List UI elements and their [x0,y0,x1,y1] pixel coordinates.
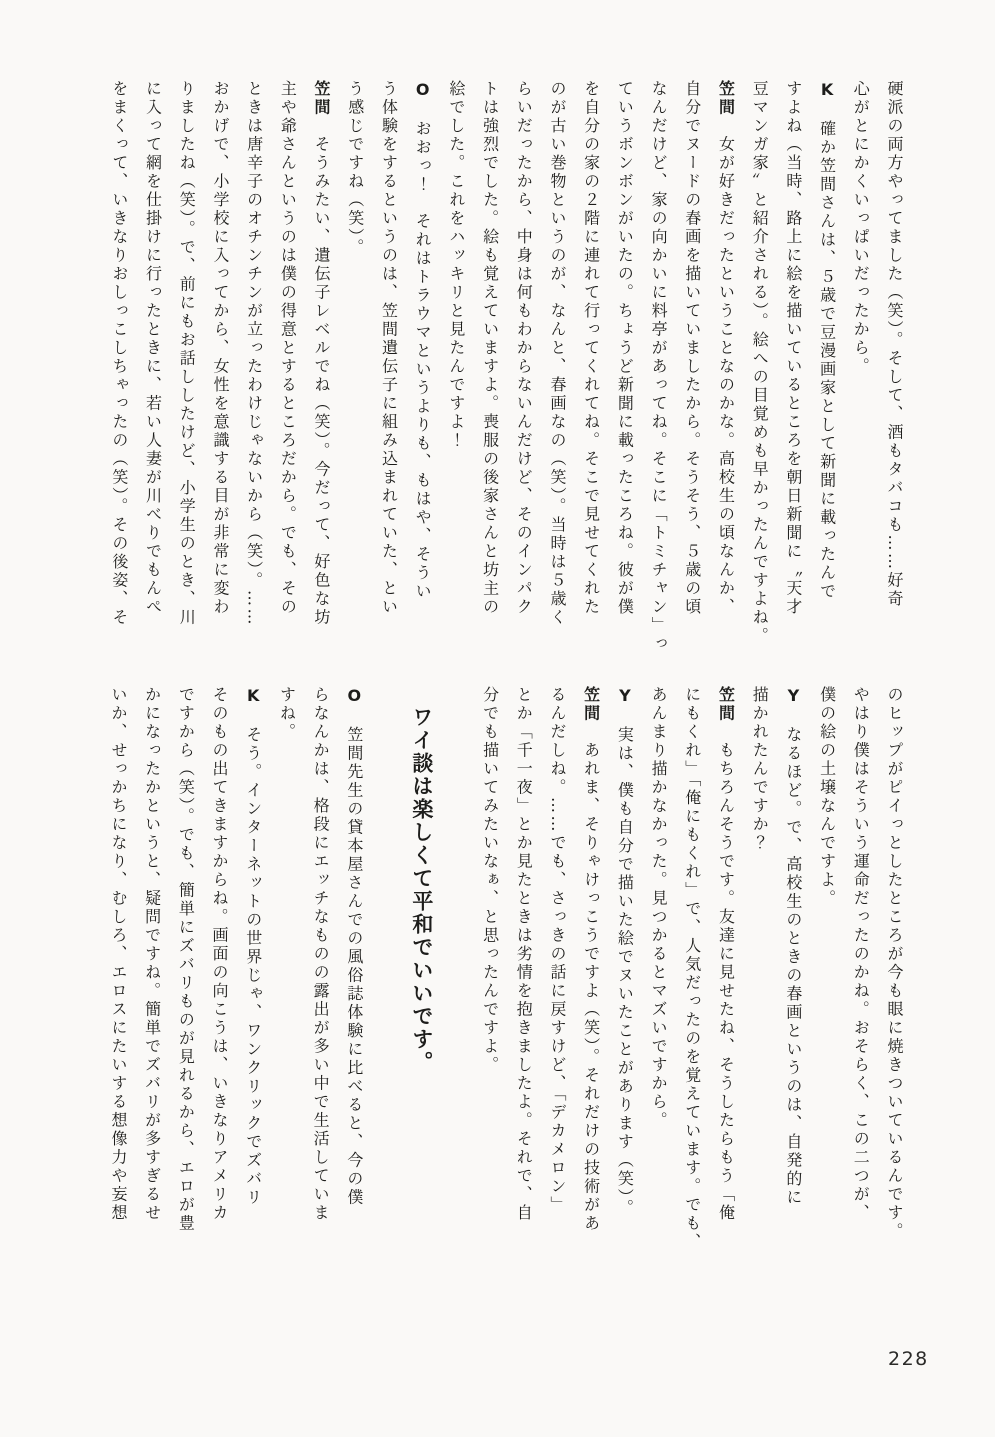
text-column: りましたね（笑）。で、前にもお話ししたけど、小学生のとき、川 [177,80,197,627]
text-column: あんまり描かなかった。見つかるとマズいですから。 [649,686,669,1130]
text-column: るんだしね。……でも、さっきの話に戻すけど、「デカメロン」 [547,686,567,1215]
speaker-label: K [243,686,263,708]
text-column: う体験をするというのは、笠間遺伝子に組み込まれていた、とい [379,80,399,617]
text-column: らなんかは、格段にエッチなものの露出が多い中で生活していま [311,686,331,1223]
text-column: う感じですね（笑）。 [345,80,365,257]
page-number: 228 [888,1348,929,1370]
text-column: おかげで、小学校に入ってから、女性を意識する目が非常に変わ [210,80,230,617]
text-column: やはり僕はそういう運命だったのかね。おそらく、この二つが、 [851,686,871,1223]
speaker-label: 笠間 [312,80,332,117]
text-column: すね。 [277,686,297,742]
text-column: O おおっ！ それはトラウマというよりも、もはや、そうい [413,80,433,601]
text-column: 笠間 あれま、そりゃけっこうですよ（笑）。それだけの技術があ [581,686,601,1233]
text-column: 豆マンガ家〟と紹介される）。絵への目覚めも早かったんですよね。 [750,80,770,646]
text-column: 絵でした。これをハッキリと見たんですよ！ [446,80,466,450]
speaker-label: 笠間 [716,80,736,117]
text-column: O 笠間先生の貸本屋さんでの風俗誌体験に比べると、今の僕 [344,686,364,1207]
speaker-label: 笠間 [716,686,736,723]
text-column: いか、せっかちになり、むしろ、エロスにたいする想像力や妄想 [108,686,128,1223]
text-column: 硬派の両方やってました（笑）。そして、酒もタバコも……好奇 [885,80,904,609]
text-column: をまくって、いきなりおしっこしちゃったの（笑）。その後姿、そ [109,80,129,627]
text-column: ですから（笑）。でも、簡単にズバリものが見れるから、エロが豊 [176,686,196,1233]
text-column: トは強烈でした。絵も覚えていますよ。喪服の後家さんと坊主の [480,80,500,617]
text-column: かになったかというと、疑問ですね。簡単でズバリが多すぎるせ [142,686,162,1223]
speaker-label: O [344,686,364,708]
speaker-label: Y [615,686,635,708]
text-column: らいだったから、中身は何もわからないんだけど、そのインパク [514,80,534,617]
speaker-label: O [413,80,433,102]
text-column: に入って網を仕掛けに行ったときに、若い人妻が川べりでもんぺ [143,80,163,617]
text-column: 笠間 女が好きだったということなのかな。高校生の頃なんか、 [716,80,736,617]
text-column: ていうボンボンがいたの。ちょうど新聞に載ったころね。彼が僕 [615,80,635,617]
text-column: 僕の絵の土壌なんですよ。 [817,686,837,908]
text-column: 自分でヌードの春画を描いていましたから。そうそう、５歳の頃 [682,80,702,617]
text-column: 描かれたんですか？ [750,686,770,853]
interview-text-block-bottom [101,686,911,1252]
text-column: とか「千一夜」とか見たときは劣情を抱きましたよ。それで、自 [514,686,534,1223]
text-column: 主や爺さんというのは僕の得意とするところだから。でも、その [278,80,298,617]
speaker-label: 笠間 [581,686,601,723]
text-column: を自分の家の２階に連れて行ってくれてね。そこで見せてくれた [581,80,601,617]
text-column: 笠間 そうみたい、遺伝子レベルでね（笑）。今だって、好色な坊 [312,80,332,627]
text-column: のが古い巻物というのが、なんと、春画なの（笑）。当時は５歳く [547,80,567,627]
text-column: すよね（当時、路上に絵を描いているところを朝日新聞に〝天才 [783,80,803,617]
text-column: K そう。インターネットの世界じゃ、ワンクリックでズバリ [243,686,263,1207]
speaker-label: K [817,80,837,102]
text-column: K 確か笠間さんは、５歳で豆漫画家として新聞に載ったんで [817,80,837,601]
text-column: のヒップがピイっとしたところが今も眼に焼きついているんです。 [885,686,904,1241]
text-column: にもくれ」「俺にもくれ」で、人気だったのを覚えています。でも、 [682,686,702,1252]
text-column: なんだけど、家の向かいに料亭があってね。そこに「トミチャン」っ [649,80,669,654]
text-column: 笠間 もちろんそうです。友達に見せたね、そうしたらもう「俺 [716,686,736,1223]
text-column: Y 実は、僕も自分で描いた絵でヌいたことがあります（笑）。 [615,686,635,1218]
speaker-label: Y [783,686,803,708]
text-column: 心がとにかくいっぱいだったから。 [851,80,871,376]
text-column: 分でも描いてみたいなぁ、と思ったんですよ。 [480,686,500,1075]
text-column: ときは唐辛子のオチンチンが立ったわけじゃないから（笑）。…… [244,80,264,627]
section-headline: ワイ談は楽しくて平和でいいです。 [409,706,434,1074]
interview-text-block-top [101,80,911,652]
text-column: Y なるほど。で、高校生のときの春画というのは、自発的に [783,686,803,1207]
text-column: そのもの出てきますからね。画面の向こうは、いきなりアメリカ [210,686,230,1223]
